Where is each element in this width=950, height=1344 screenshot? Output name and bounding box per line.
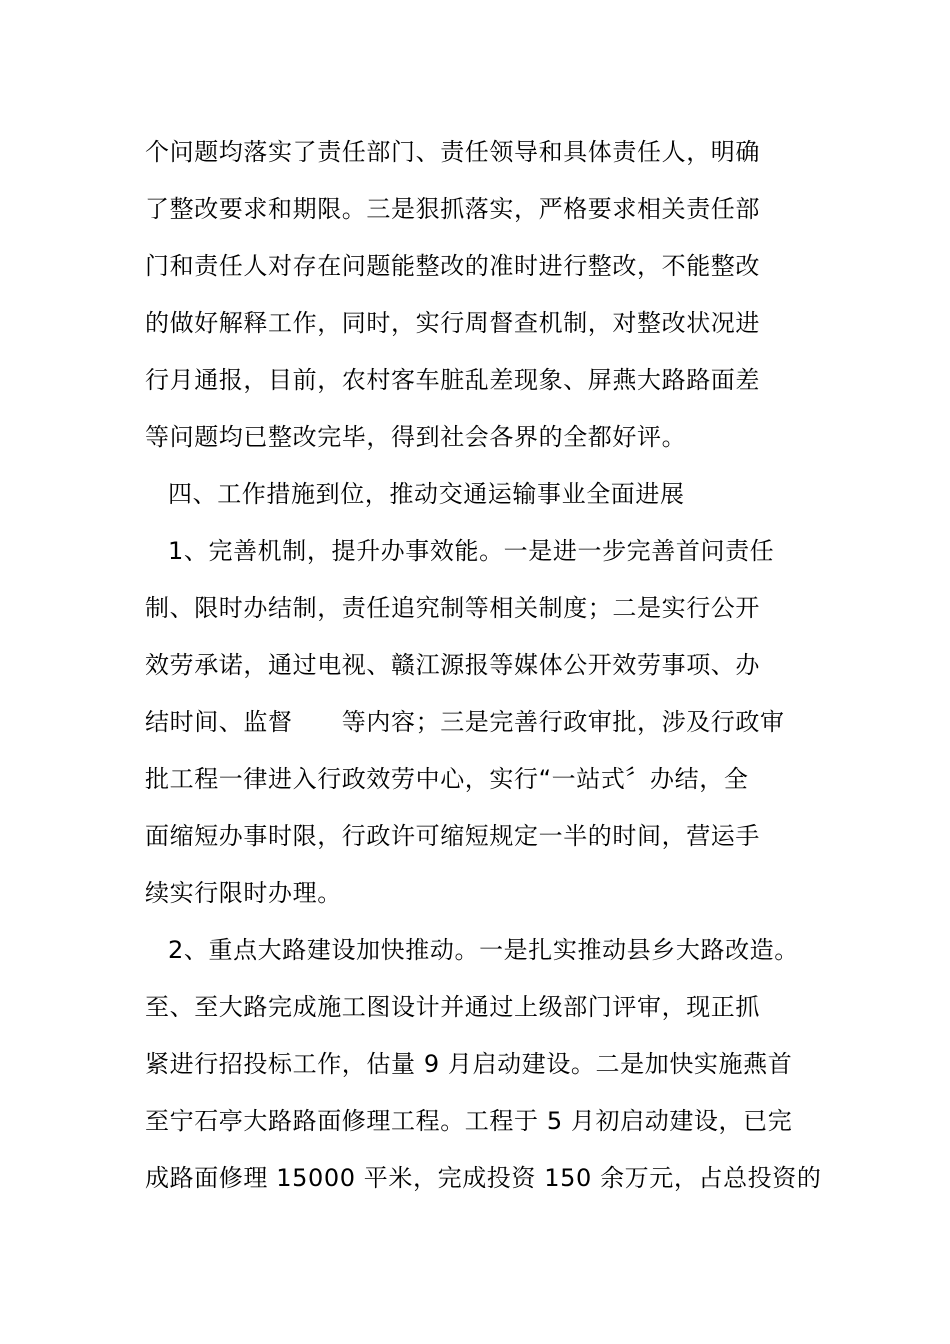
body-text-line: 结时间、监督 等内容；三是完善行政审批，涉及行政审 — [145, 708, 785, 736]
body-text-line: 面缩短办事时限，行政许可缩短规定一半的时间，营运手 — [145, 822, 760, 850]
body-text-line: 紧进行招投标工作，估量 9 月启动建设。二是加快实施燕首 — [145, 1050, 793, 1078]
body-text-line: 批工程一律进入行政效劳中心，实行“一站式〞办结，全 — [145, 765, 749, 793]
body-text-line: 效劳承诺，通过电视、赣江源报等媒体公开效劳事项、办 — [145, 651, 760, 679]
body-text-line: 1、完善机制，提升办事效能。一是进一步完善首问责任 — [168, 537, 775, 565]
body-text-line: 门和责任人对存在问题能整改的准时进行整改，不能整改 — [145, 252, 760, 280]
body-text-line: 了整改要求和期限。三是狠抓落实，严格要求相关责任部 — [145, 195, 760, 223]
section-heading: 四、工作措施到位，推动交通运输事业全面进展 — [168, 480, 685, 508]
body-text-line: 至宁石亭大路路面修理工程。工程于 5 月初启动建设，已完 — [145, 1107, 793, 1135]
body-text-line: 个问题均落实了责任部门、责任领导和具体责任人，明确 — [145, 138, 760, 166]
body-text-line: 至、至大路完成施工图设计并通过上级部门评审，现正抓 — [145, 993, 760, 1021]
body-text-line: 等问题均已整改完毕，得到社会各界的全都好评。 — [145, 423, 687, 451]
body-text-line: 制、限时办结制，责任追究制等相关制度；二是实行公开 — [145, 594, 760, 622]
body-text-line: 行月通报，目前，农村客车脏乱差现象、屏燕大路路面差 — [145, 366, 760, 394]
body-text-line: 2、重点大路建设加快推动。一是扎实推动县乡大路改造。 — [168, 936, 799, 964]
body-text-line: 续实行限时办理。 — [145, 879, 342, 907]
body-text-line: 成路面修理 15000 平米，完成投资 150 余万元，占总投资的 — [145, 1164, 822, 1192]
body-text-line: 的做好解释工作，同时，实行周督查机制，对整改状况进 — [145, 309, 760, 337]
